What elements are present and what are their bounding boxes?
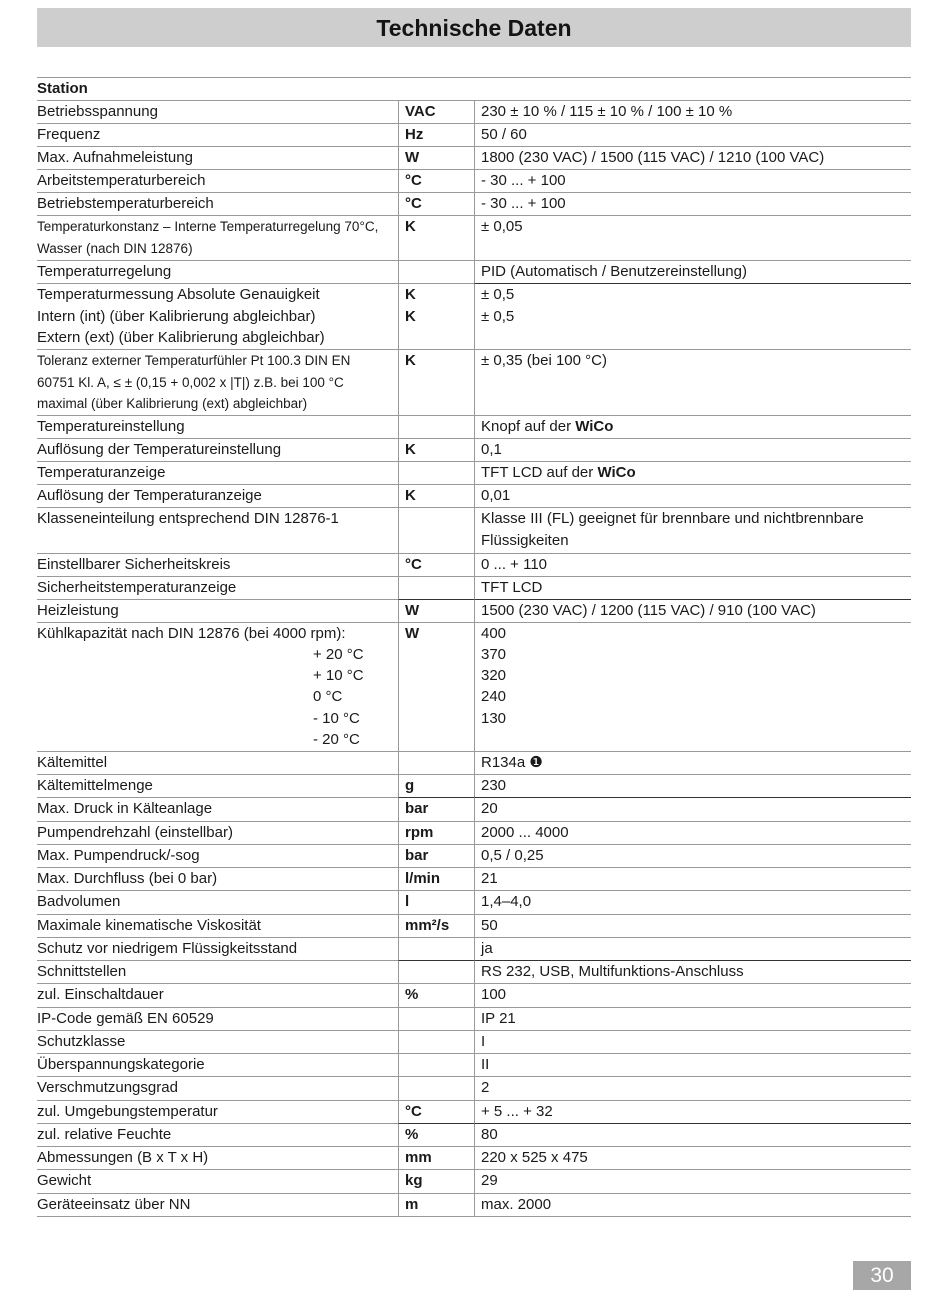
cell-text: Kältemittelmenge (37, 777, 153, 795)
row-value (474, 775, 911, 798)
row-unit (398, 1124, 474, 1147)
row-label (37, 775, 398, 798)
cell-text: ja (481, 939, 493, 957)
row-value (474, 1147, 911, 1170)
cell-text: 2000 ... 4000 (481, 823, 569, 841)
row-label (37, 891, 398, 914)
row-label (37, 508, 398, 553)
row-label (37, 147, 398, 170)
table-row (37, 822, 911, 845)
row-unit (398, 868, 474, 891)
cell-text: °C (405, 1102, 422, 1120)
cell-text: Schnittstellen (37, 963, 127, 981)
row-label (37, 554, 398, 577)
row-unit (398, 485, 474, 508)
row-unit (398, 261, 474, 284)
cell-text: Maximale kinematische Viskosität (37, 916, 261, 934)
cell-text: g (405, 777, 415, 795)
cell-text: Max. Aufnahmeleistung (37, 149, 193, 166)
cell-text: rpm (405, 823, 434, 841)
cell-text: zul. Umgebungstemperatur (37, 1102, 218, 1120)
cell-text: 21 (481, 870, 498, 888)
table-row (37, 508, 911, 553)
table-row (37, 1101, 911, 1124)
row-unit (398, 124, 474, 147)
row-value (474, 845, 911, 868)
table-row (37, 147, 911, 170)
cell-text: 2 (481, 1079, 490, 1097)
row-unit (398, 350, 474, 416)
row-label (37, 1124, 398, 1147)
cell-text: 0 ... + 110 (481, 555, 548, 573)
cell-text: Betriebsspannung (37, 103, 158, 120)
cell-text: bar (405, 800, 429, 818)
table-row (37, 416, 911, 439)
row-value (474, 462, 911, 485)
table-row (37, 1194, 911, 1217)
row-unit (398, 577, 474, 600)
cell-text: I (481, 1032, 486, 1050)
row-unit (398, 623, 474, 752)
row-value (474, 1194, 911, 1217)
cell-text: PID (Automatisch / Benutzereinstellung) (481, 263, 747, 281)
row-label (37, 984, 398, 1007)
cell-text: l (405, 893, 410, 911)
cell-text: bar (405, 846, 429, 864)
row-label (37, 600, 398, 623)
cell-text: Extern (ext) (über Kalibrierung abgleichbar) (37, 329, 325, 347)
row-unit (398, 1008, 474, 1031)
row-label (37, 868, 398, 891)
row-label (37, 845, 398, 868)
row-label (37, 577, 398, 600)
page-title: Technische Daten (376, 15, 572, 41)
cell-text: 1800 (230 VAC) / 1500 (115 VAC) / 1210 (100 VAC) (481, 149, 825, 166)
row-value (474, 1031, 911, 1054)
row-label (37, 101, 398, 124)
row-unit (398, 845, 474, 868)
table-row (37, 1124, 911, 1147)
row-label (37, 416, 398, 439)
row-unit (398, 508, 474, 553)
cell-text: Auflösung der Temperatureinstellung (37, 441, 282, 459)
row-unit (398, 554, 474, 577)
cell-text: maximal (über Kalibrierung (ext) abgleichbar) (37, 396, 308, 412)
cell-text: K (405, 218, 416, 235)
cell-text: Flüssigkeiten (481, 532, 569, 550)
row-value (474, 868, 911, 891)
cell-text: RS 232, USB, Multifunktions-Anschluss (481, 963, 744, 981)
section-title: Station (37, 78, 911, 101)
cell-text: % (405, 986, 419, 1004)
cell-text: Einstellbarer Sicherheitskreis (37, 555, 231, 573)
row-value (474, 1124, 911, 1147)
row-value (474, 1101, 911, 1124)
cell-text: Arbeitstemperaturbereich (37, 172, 206, 189)
row-label (37, 798, 398, 821)
row-label (37, 485, 398, 508)
cell-text: 0,5 / 0,25 (481, 846, 544, 864)
row-value (474, 508, 911, 553)
cell-text: K (405, 286, 416, 304)
row-value (474, 261, 911, 284)
cell-text: 0,01 (481, 487, 511, 505)
cell-text: TFT LCD (481, 578, 543, 596)
table-row (37, 600, 911, 623)
row-unit (398, 600, 474, 623)
cell-text: 0,1 (481, 441, 502, 459)
cell-text: Geräteeinsatz über NN (37, 1195, 191, 1213)
row-value (474, 1008, 911, 1031)
row-label (37, 1008, 398, 1031)
plain-text: Knopf auf der (481, 418, 576, 436)
row-unit (398, 891, 474, 914)
cell-text: l/min (405, 870, 441, 888)
table-row (37, 938, 911, 961)
row-unit (398, 752, 474, 775)
cell-text: W (405, 624, 420, 642)
cell-text: zul. relative Feuchte (37, 1125, 172, 1143)
cell-text: Wasser (nach DIN 12876) (37, 241, 193, 256)
table-row (37, 915, 911, 938)
table-row (37, 101, 911, 124)
row-unit (398, 961, 474, 984)
technical-data-table (37, 77, 911, 1217)
row-value (474, 124, 911, 147)
cell-text: Heizleistung (37, 601, 119, 619)
cell-text: IP-Code gemäß EN 60529 (37, 1009, 214, 1027)
cell-text: W (405, 149, 420, 166)
row-label (37, 216, 398, 261)
bold-text: WiCo (575, 418, 614, 436)
cell-text: ± 0,35 (bei 100 °C) (481, 352, 607, 370)
table-row (37, 961, 911, 984)
row-value (474, 577, 911, 600)
table-row (37, 752, 911, 775)
row-label (37, 623, 398, 752)
row-label (37, 1077, 398, 1100)
row-unit (398, 193, 474, 216)
table-row (37, 170, 911, 193)
row-unit (398, 1077, 474, 1100)
cell-text: - 30 ... + 100 (481, 195, 566, 212)
row-label (37, 1147, 398, 1170)
cell-text: 230 (481, 777, 507, 795)
cell-text: 400 (481, 624, 507, 642)
table-row (37, 193, 911, 216)
row-value (474, 554, 911, 577)
row-unit (398, 439, 474, 462)
bold-text: WiCo (597, 464, 636, 482)
table-row (37, 216, 911, 261)
table-row (37, 1008, 911, 1031)
row-value (474, 101, 911, 124)
cell-text: Gewicht (37, 1172, 92, 1190)
cell-text: K (405, 441, 416, 459)
row-unit (398, 822, 474, 845)
cell-text: 50 / 60 (481, 126, 527, 143)
row-label (37, 350, 398, 416)
row-unit (398, 1031, 474, 1054)
cell-text: °C (405, 555, 422, 573)
row-value (474, 216, 911, 261)
cell-text: Intern (int) (über Kalibrierung abgleichbar) (37, 307, 316, 325)
plain-text: TFT LCD auf der (481, 464, 598, 482)
row-value (474, 1170, 911, 1193)
row-label (37, 1031, 398, 1054)
cell-text: Überspannungskategorie (37, 1056, 205, 1074)
cell-text: R134a ❶ (481, 753, 543, 771)
row-unit (398, 101, 474, 124)
cell-text: + 5 ... + 32 (481, 1102, 553, 1120)
row-value (474, 822, 911, 845)
cell-text: ± 0,05 (481, 218, 523, 235)
table-row (37, 485, 911, 508)
cell-text: Temperatureinstellung (37, 418, 185, 436)
cell-text: °C (405, 172, 422, 189)
row-unit (398, 216, 474, 261)
table-row (37, 284, 911, 350)
cell-text: Schutz vor niedrigem Flüssigkeitsstand (37, 939, 298, 957)
row-label (37, 1170, 398, 1193)
cell-text: - 30 ... + 100 (481, 172, 566, 189)
cell-text: ± 0,5 (481, 307, 515, 325)
cell-text: 230 ± 10 % / 115 ± 10 % / 100 ± 10 % (481, 103, 733, 120)
cell-text: + 20 °C (313, 645, 364, 663)
cell-text (481, 462, 911, 484)
cell-text: 20 (481, 800, 498, 818)
cell-text: Kühlkapazität nach DIN 12876 (bei 4000 rpm): (37, 624, 346, 642)
cell-text: 320 (481, 667, 507, 685)
cell-text: Max. Pumpendruck/-sog (37, 846, 200, 864)
cell-text: VAC (405, 103, 436, 120)
cell-text: Pumpendrehzahl (einstellbar) (37, 823, 233, 841)
cell-text: Auflösung der Temperaturanzeige (37, 487, 262, 505)
table-row (37, 798, 911, 821)
row-unit (398, 984, 474, 1007)
table-row (37, 845, 911, 868)
cell-text: 1500 (230 VAC) / 1200 (115 VAC) / 910 (100 VAC) (481, 601, 816, 619)
cell-text: + 10 °C (313, 667, 364, 685)
row-value (474, 623, 911, 752)
table-row (37, 577, 911, 600)
cell-text: °C (405, 195, 422, 212)
cell-text: Verschmutzungsgrad (37, 1079, 178, 1097)
cell-text: mm²/s (405, 916, 450, 934)
row-unit (398, 798, 474, 821)
cell-text: 0 °C (313, 688, 343, 706)
row-value (474, 891, 911, 914)
cell-text: Temperaturregelung (37, 263, 172, 281)
cell-text: Betriebstemperaturbereich (37, 195, 214, 212)
table-row (37, 554, 911, 577)
cell-text: Klasse III (FL) geeignet für brennbare und nichtbrennbare (481, 510, 864, 528)
row-label (37, 439, 398, 462)
cell-text: % (405, 1125, 419, 1143)
page-number: 30 (853, 1261, 911, 1290)
row-value (474, 1077, 911, 1100)
row-unit (398, 416, 474, 439)
cell-text: K (405, 307, 416, 325)
row-unit (398, 147, 474, 170)
cell-text: Hz (405, 126, 424, 143)
row-label (37, 1101, 398, 1124)
cell-text: ± 0,5 (481, 286, 515, 304)
table-row (37, 1077, 911, 1100)
row-label (37, 1054, 398, 1077)
table-row (37, 1147, 911, 1170)
cell-text: 100 (481, 986, 507, 1004)
row-label (37, 462, 398, 485)
row-value (474, 147, 911, 170)
cell-text: 220 x 525 x 475 (481, 1149, 588, 1167)
table-row (37, 891, 911, 914)
row-value (474, 915, 911, 938)
row-unit (398, 284, 474, 350)
cell-text: Temperaturkonstanz – Interne Temperaturregelung 70°C, (37, 219, 379, 234)
cell-text: max. 2000 (481, 1195, 552, 1213)
row-label (37, 284, 398, 350)
row-unit (398, 938, 474, 961)
page-header (37, 8, 911, 47)
row-label (37, 261, 398, 284)
table-row (37, 439, 911, 462)
row-unit (398, 1170, 474, 1193)
row-value (474, 1054, 911, 1077)
table-row (37, 775, 911, 798)
row-label (37, 193, 398, 216)
cell-text: Sicherheitstemperaturanzeige (37, 578, 237, 596)
row-value (474, 798, 911, 821)
cell-text: 50 (481, 916, 498, 934)
cell-text: 240 (481, 688, 507, 706)
cell-text: Temperaturmessung Absolute Genauigkeit (37, 286, 320, 304)
cell-text: 80 (481, 1125, 498, 1143)
row-value (474, 600, 911, 623)
cell-text: m (405, 1195, 419, 1213)
cell-text: 29 (481, 1172, 498, 1190)
cell-text: Max. Durchfluss (bei 0 bar) (37, 870, 218, 888)
row-label (37, 915, 398, 938)
row-value (474, 416, 911, 439)
cell-text: Toleranz externer Temperaturfühler Pt 100.3 DIN EN (37, 353, 351, 369)
row-value (474, 961, 911, 984)
row-label (37, 938, 398, 961)
cell-text: Temperaturanzeige (37, 464, 166, 482)
cell-text: W (405, 601, 420, 619)
cell-text: mm (405, 1149, 432, 1167)
row-unit (398, 775, 474, 798)
table-row (37, 868, 911, 891)
table-row (37, 1031, 911, 1054)
row-value (474, 752, 911, 775)
row-unit (398, 1147, 474, 1170)
row-unit (398, 1101, 474, 1124)
table-row (37, 350, 911, 416)
row-value (474, 938, 911, 961)
table-row (37, 124, 911, 147)
cell-text: Abmessungen (B x T x H) (37, 1149, 209, 1167)
cell-text: II (481, 1056, 490, 1074)
row-value (474, 439, 911, 462)
row-value (474, 984, 911, 1007)
row-value (474, 170, 911, 193)
row-label (37, 961, 398, 984)
row-value (474, 193, 911, 216)
cell-text: - 20 °C (313, 730, 360, 748)
cell-text: Frequenz (37, 126, 101, 143)
row-value (474, 284, 911, 350)
table-row (37, 1054, 911, 1077)
cell-text: 130 (481, 709, 507, 727)
cell-text: K (405, 352, 416, 370)
table-row (37, 261, 911, 284)
cell-text: 1,4–4,0 (481, 893, 532, 911)
table-row (37, 623, 911, 752)
cell-text: IP 21 (481, 1009, 516, 1027)
cell-text: 370 (481, 645, 507, 663)
cell-text: Klasseneinteilung entsprechend DIN 12876-1 (37, 510, 339, 528)
row-label (37, 124, 398, 147)
cell-text: zul. Einschaltdauer (37, 986, 164, 1004)
row-label (37, 752, 398, 775)
cell-text: Schutzklasse (37, 1032, 126, 1050)
row-label (37, 170, 398, 193)
cell-text: Max. Druck in Kälteanlage (37, 800, 213, 818)
cell-text: Badvolumen (37, 893, 121, 911)
row-value (474, 485, 911, 508)
row-unit (398, 462, 474, 485)
row-value (474, 350, 911, 416)
cell-text: - 10 °C (313, 709, 360, 727)
cell-text: kg (405, 1172, 423, 1190)
cell-text: 60751 Kl. A, ≤ ± (0,15 + 0,002 x |T|) z.B. bei 100 °C (37, 374, 344, 390)
cell-text: K (405, 487, 416, 505)
row-label (37, 1194, 398, 1217)
cell-text (481, 416, 911, 438)
row-unit (398, 1054, 474, 1077)
table-row (37, 462, 911, 485)
row-unit (398, 1194, 474, 1217)
cell-text: Kältemittel (37, 753, 108, 771)
row-unit (398, 170, 474, 193)
table-body (37, 101, 911, 1217)
table-row (37, 984, 911, 1007)
row-label (37, 822, 398, 845)
table-row (37, 1170, 911, 1193)
row-unit (398, 915, 474, 938)
